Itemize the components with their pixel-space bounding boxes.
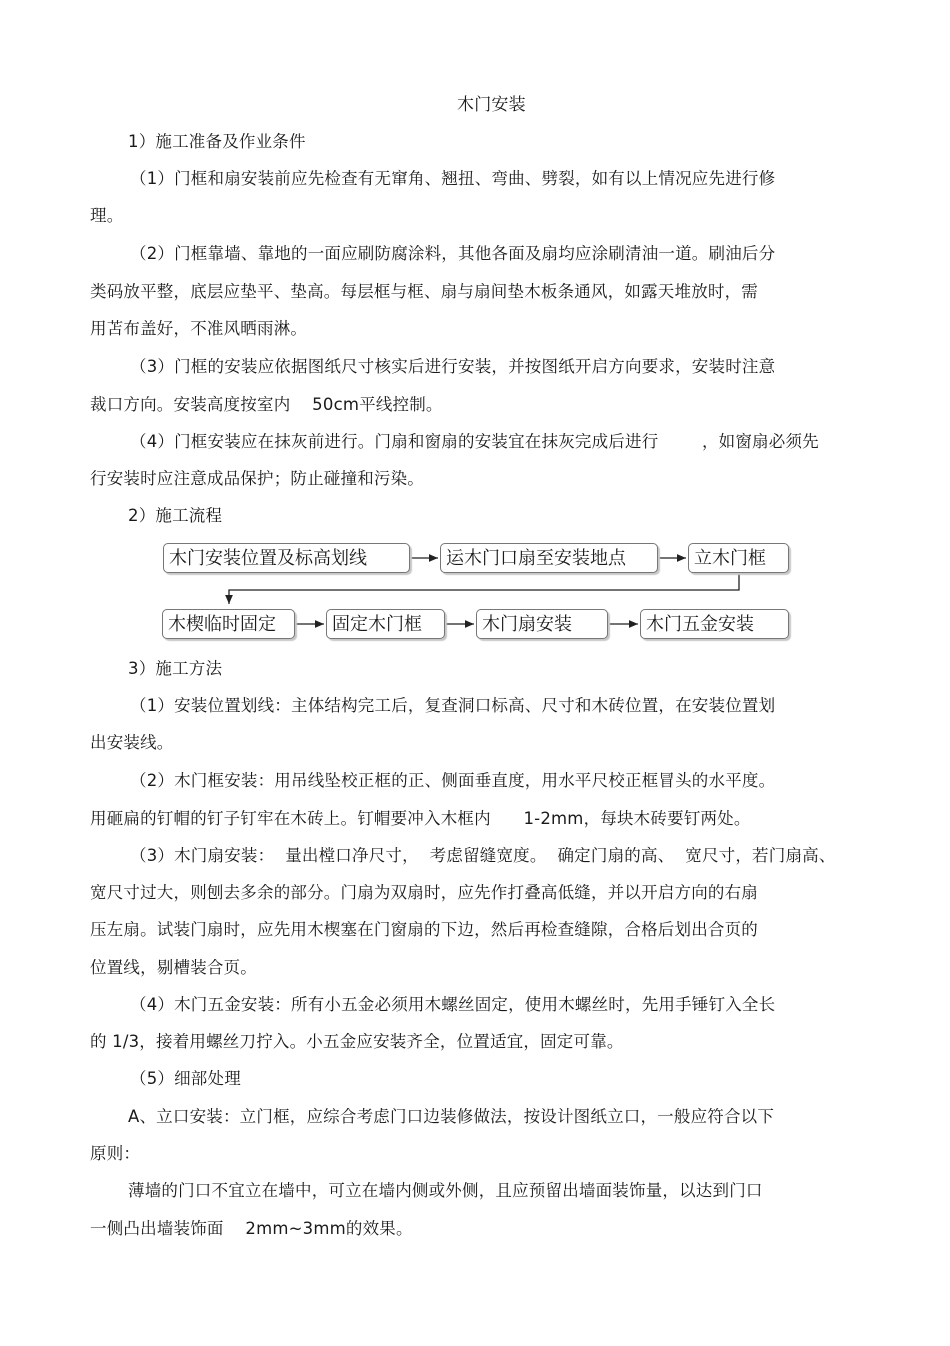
paragraph-line: 理。 bbox=[90, 206, 124, 225]
paragraph-line: 行安装时应注意成品保护；防止碰撞和污染。 bbox=[90, 469, 424, 488]
paragraph-line: （3）木门扇安装： 量出樘口净尺寸， 考虑留缝宽度。 确定门扇的高、 宽尺寸，若门扇高、 bbox=[130, 846, 836, 865]
flow-arrow bbox=[229, 574, 739, 604]
paragraph-line: 类码放平整，底层应垫平、垫高。每层框与框、扇与扇间垫木板条通风，如露天堆放时，需 bbox=[90, 282, 758, 301]
paragraph-line: （1）安装位置划线：主体结构完工后，复查洞口标高、尺寸和木砖位置，在安装位置划 bbox=[130, 696, 776, 715]
flow-step-mark-position: 木门安装位置及标高划线 bbox=[163, 543, 410, 573]
page-title: 木门安装 bbox=[457, 95, 526, 115]
paragraph-line: 出安装线。 bbox=[90, 733, 174, 752]
paragraph-line: （2）木门框安装：用吊线坠校正框的正、侧面垂直度，用水平尺校正框冒头的水平度。 bbox=[130, 771, 776, 790]
flow-step-fix-frame: 固定木门框 bbox=[326, 609, 445, 639]
paragraph-line: （4）门框安装应在抹灰前进行。门扇和窗扇的安装宜在抹灰完成后进行 ，如窗扇必须先 bbox=[130, 432, 819, 451]
paragraph-line: （2）门框靠墙、靠地的一面应刷防腐涂料，其他各面及扇均应涂刷清油一道。刷油后分 bbox=[130, 244, 776, 263]
paragraph-line: （4）木门五金安装：所有小五金必须用木螺丝固定，使用木螺丝时，先用手锤钉入全长 bbox=[130, 995, 776, 1014]
section-2-heading: 2）施工流程 bbox=[128, 506, 223, 525]
section-1-heading: 1）施工准备及作业条件 bbox=[128, 132, 306, 151]
paragraph-line: A、立口安装：立门框，应综合考虑门口边装修做法，按设计图纸立口，一般应符合以下 bbox=[128, 1107, 775, 1126]
paragraph-line: （5）细部处理 bbox=[130, 1069, 241, 1088]
flow-step-erect-frame: 立木门框 bbox=[688, 543, 789, 573]
paragraph-line: 裁口方向。安装高度按室内 50cm平线控制。 bbox=[90, 395, 443, 414]
paragraph-line: 宽尺寸过大，则刨去多余的部分。门扇为双扇时，应先作打叠高低缝，并以开启方向的右扇 bbox=[90, 883, 758, 902]
flow-step-hardware: 木门五金安装 bbox=[640, 609, 789, 639]
paragraph-line: 用砸扁的钉帽的钉子钉牢在木砖上。钉帽要冲入木框内 1-2mm，每块木砖要钉两处。 bbox=[90, 809, 751, 828]
flow-step-wedge-fix: 木楔临时固定 bbox=[162, 609, 295, 639]
paragraph-line: 压左扇。试装门扇时，应先用木楔塞在门窗扇的下边，然后再检查缝隙，合格后划出合页的 bbox=[90, 920, 758, 939]
paragraph-line: 位置线，剔槽装合页。 bbox=[90, 958, 257, 977]
section-3-heading: 3）施工方法 bbox=[128, 659, 223, 678]
paragraph-line: 一侧凸出墙装饰面 2mm~3mm的效果。 bbox=[90, 1219, 413, 1238]
paragraph-line: （1）门框和扇安装前应先检查有无窜角、翘扭、弯曲、劈裂，如有以上情况应先进行修 bbox=[130, 169, 776, 188]
paragraph-line: 原则： bbox=[90, 1144, 141, 1163]
flow-step-install-leaf: 木门扇安装 bbox=[476, 609, 608, 639]
paragraph-line: 薄墙的门口不宜立在墙中，可立在墙内侧或外侧，且应预留出墙面装饰量，以达到门口 bbox=[128, 1181, 763, 1200]
paragraph-line: 用苫布盖好，不准风晒雨淋。 bbox=[90, 319, 308, 338]
paragraph-line: （3）门框的安装应依据图纸尺寸核实后进行安装，并按图纸开启方向要求，安装时注意 bbox=[130, 357, 776, 376]
paragraph-line: 的 1/3，接着用螺丝刀拧入。小五金应安装齐全，位置适宜，固定可靠。 bbox=[90, 1032, 624, 1051]
flow-step-transport: 运木门口扇至安装地点 bbox=[440, 543, 658, 573]
